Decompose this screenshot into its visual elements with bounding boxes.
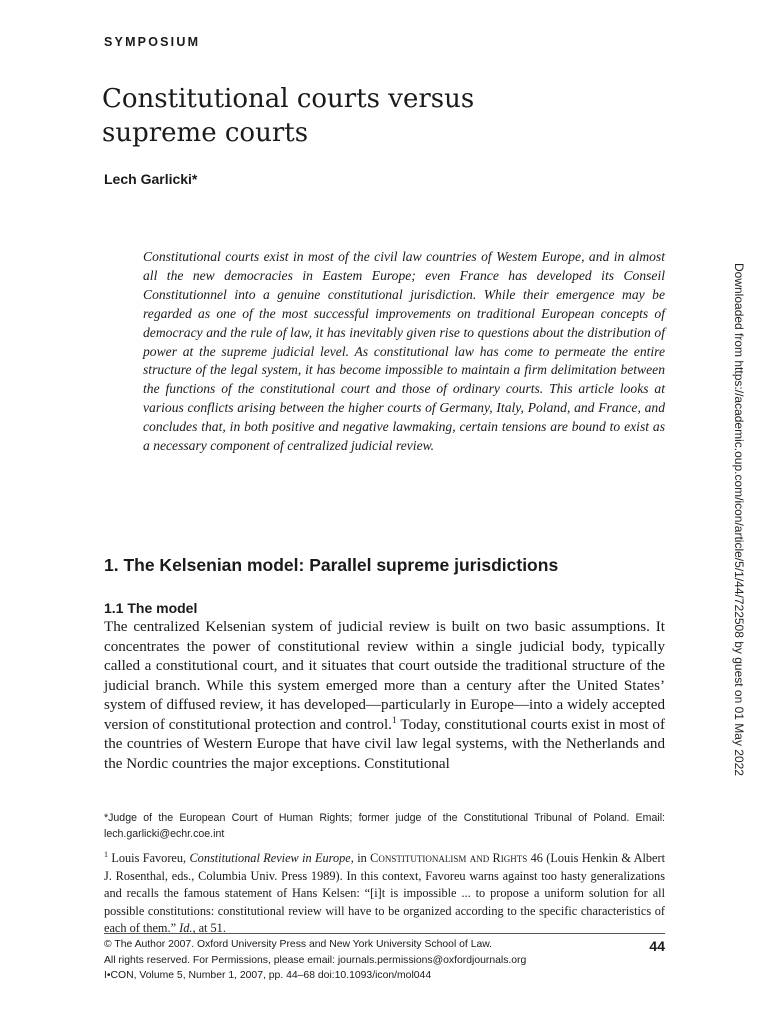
footnote-1-text-d: , at 51. — [192, 921, 226, 935]
footnote-1-text-b: , in — [350, 851, 371, 865]
body-text-part-2: Today, constitutional courts exist in most of the countries of Western Europe that have civil law legal systems, with the Netherlands and the Nordic countries the major exceptions. Constitutional — [104, 716, 665, 772]
footnote-1-id: Id. — [179, 921, 193, 935]
article-title — [102, 82, 572, 150]
citation-line: I•CON, Volume 5, Number 1, 2007, pp. 44–68 doi:10.1093/icon/mol044 — [104, 970, 432, 981]
section-label: SYMPOSIUM — [104, 35, 201, 49]
permissions-line: All rights reserved. For Permissions, please email: journals.permissions@oxfordjournals.org — [104, 954, 527, 966]
article-title-line-1: Constitutional courts versus — [102, 84, 475, 114]
abstract: Constitutional courts exist in most of the civil law countries of Westem Europe, and in almost all the new democracies in Eastem Europe; even France has developed its Conseil Constitutionnel into a genuine constitutional jurisdiction. While their emergence may be regarded as one of the most successful improvements on traditional European concepts of democracy and the rule of law, it has inevitably given rise to questions about the distribution of power at the supreme judicial level. As constitutional law has come to permeate the entire structure of the legal system, it has become impossible to maintain a firm delimitation between the functions of the constitutional court and those of ordinary courts. This article looks at various conflicts arising between the higher courts of Germany, Italy, Poland, and France, and concludes that, in both positive and negative lawmaking, certain tensions are bound to exist as a necessary component of centralized judicial review. — [143, 249, 665, 454]
subsection-heading: 1.1 The model — [104, 600, 198, 616]
footnote-reference[interactable]: 1 — [391, 714, 397, 726]
body-paragraph — [104, 618, 665, 774]
footnote-1 — [104, 850, 665, 938]
footer-divider — [104, 933, 665, 934]
footnote-1-text-c: 46 (Louis Henkin & Albert J. Rosenthal, eds., Columbia Univ. Press 1989). In this context, Favoreu warns against too hasty generalizations and recalls the famous statement of Hans Kelsen: “[i]t is impossible ... to propose a uniform solution for all possible constitutions: constitutional review will have to be organized according to the specific characteristics of each of them.” — [104, 851, 665, 935]
article-title-line-2: supreme courts — [102, 118, 309, 148]
copyright-line: © The Author 2007. Oxford University Press and New York University School of Law. — [104, 939, 493, 950]
footnote-1-text-a: Louis Favoreu, — [108, 851, 190, 865]
footnote-1-book-title: Constitutional Review in Europe — [189, 851, 351, 865]
footer — [104, 937, 644, 984]
page-number: 44 — [649, 938, 665, 954]
section-heading: 1. The Kelsenian model: Parallel supreme jurisdictions — [104, 555, 559, 575]
author-footnote: *Judge of the European Court of Human Rights; former judge of the Constitutional Tribunal of Poland. Email: lech.garlicki@echr.coe.int — [104, 812, 665, 840]
download-watermark: Downloaded from https://academic.oup.com/icon/article/5/1/44/722508 by guest on 01 May 2022 — [732, 263, 746, 776]
author-name: Lech Garlicki* — [104, 171, 198, 187]
body-text-part-1: The centralized Kelsenian system of judicial review is built on two basic assumptions. It concentrates the power of constitutional review within a single judicial body, typically called a constitutional court, and it situates that court outside the traditional structure of the judicial branch. While this system emerged more than a century after the United States’ system of diffused review, it has developed—particularly in Europe—into a widely accepted version of constitutional protection and control. — [104, 619, 665, 733]
footnote-1-marker: 1 — [104, 849, 108, 859]
footnote-1-volume-title: Constitutionalism and Rights — [370, 851, 528, 865]
